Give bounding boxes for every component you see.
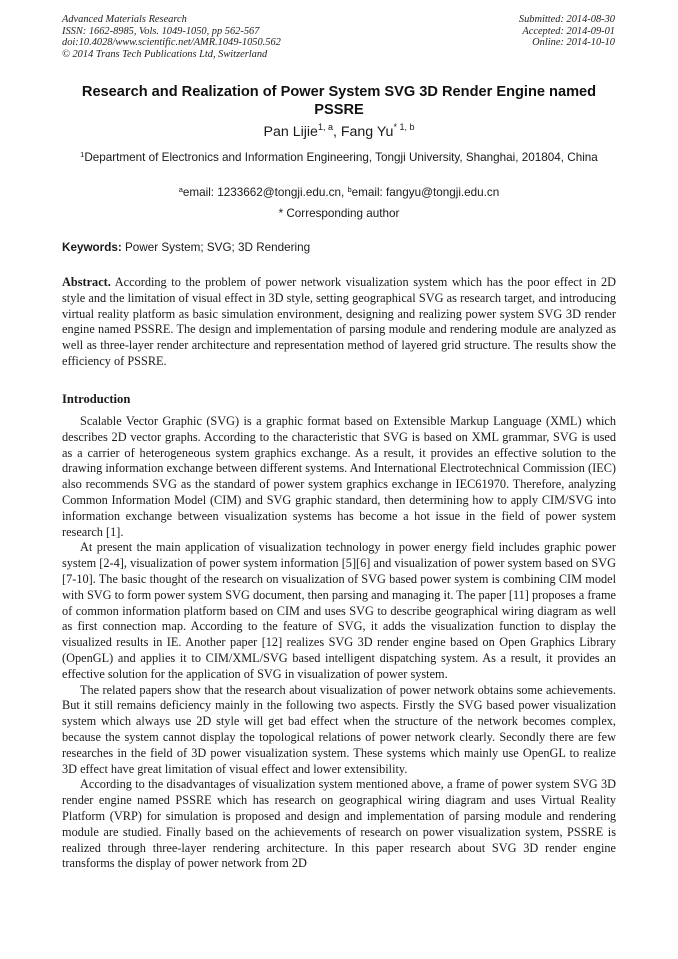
keywords-label: Keywords: xyxy=(62,241,122,254)
body-paragraph: Scalable Vector Graphic (SVG) is a graphic format based on Extensible Markup Language (XML) which describes 2D vector graphs. According to the characteristic that SVG is based on XML grammar, SVG is used as a carrier of heterogeneous system graphics exchange. As a result, it provides an effective solution to the drawing information exchange between different systems. And International Electrotechnical Commission (IEC) also recommends SVG as the standard of power system graphics exchange in IEC61970. Therefore, analyzing Common Information Model (CIM) and SVG graphic standard, then determining how to apply CIM/SVG into information exchange between visualization systems has become a hot issue in the field of power system research [1]. xyxy=(62,414,616,539)
accepted-date: Accepted: 2014-09-01 xyxy=(522,25,615,37)
email-b-mark: b xyxy=(347,185,352,194)
affiliation xyxy=(62,150,616,166)
author-2-name: Fang Yu xyxy=(340,124,394,140)
email-a-mark: a xyxy=(178,185,183,194)
abstract xyxy=(62,275,616,370)
corresponding-author-note: * Corresponding author xyxy=(278,207,400,220)
abstract-text: According to the problem of power network visualization system which has the poor effect in 2D style and the limitation of visual effect in 3D style, setting geographical SVG as research target, and introducing virtual reality platform as basic simulation environment, designing and realizing power system SVG 3D render engine named PSSRE. The design and implementation of parsing module and rendering module are analyzed as well as three-layer render architecture and representation method of layered grid structure. The results show the efficiency of PSSRE. xyxy=(62,275,616,368)
email-line xyxy=(62,185,616,201)
email-b[interactable]: email: fangyu@tongji.edu.cn xyxy=(351,186,500,199)
keywords xyxy=(62,240,616,256)
author-1-name: Pan Lijie xyxy=(263,124,318,140)
author-separator: , xyxy=(332,124,341,140)
paper-title: Research and Realization of Power System SVG 3D Render Engine named PSSRE xyxy=(81,84,597,118)
journal-name: Advanced Materials Research xyxy=(62,14,187,25)
introduction-body xyxy=(62,414,616,872)
section-heading-introduction: Introduction xyxy=(62,392,131,406)
author-2-affiliation-mark: * 1, b xyxy=(393,122,415,132)
copyright-line: © 2014 Trans Tech Publications Ltd, Switzerland xyxy=(62,48,268,60)
submitted-date: Submitted: 2014-08-30 xyxy=(518,14,615,25)
keywords-text: Power System; SVG; 3D Rendering xyxy=(121,241,311,254)
affiliation-mark: 1 xyxy=(80,150,85,159)
journal-header-left xyxy=(62,14,281,60)
body-paragraph: At present the main application of visualization technology in power energy field includes graphic power system [2-4], visualization of power system information [5][6] and visualization of power system based on SVG [7-10]. The basic thought of the research on visualization of SVG based power system is combining CIM model with SVG to form power system SVG document, then parsing and managing it. The paper [11] proposes a frame of common information platform based on CIM and uses SVG to describe geographical wiring diagram as well as first connection map. According to the feature of SVG, it adds the visualization function to display the visualized results in IE. Another paper [12] realizes SVG 3D render engine based on Open Graphics Library (OpenGL) and applies it to CIM/XML/SVG based intelligent dispatching system. As a result, it provides an effective solution for the application of SVG in visualization of power system. xyxy=(62,540,616,681)
author-1-affiliation-mark: 1, a xyxy=(317,122,333,132)
body-paragraph: According to the disadvantages of visualization system mentioned above, a frame of power system SVG 3D render engine named PSSRE which has research on geographical wiring diagram and uses Virtual Reality Platform (VRP) for simulation is proposed and design and implementation of parsing module and rendering module are studied. Finally based on the achievements of research on power visualization system, PSSRE is realized through three-layer rendering architecture. In this paper research about SVG 3D render engine transforms the display of power network from 2D xyxy=(62,777,616,871)
email-a[interactable]: email: 1233662@tongji.edu.cn, xyxy=(182,186,348,199)
affiliation-text: Department of Electronics and Information Engineering, Tongji University, Shanghai, 201804, China xyxy=(84,151,598,164)
body-paragraph: The related papers show that the research about visualization of power network obtains some achievements. But it still remains deficiency mainly in the following two aspects. Firstly the SVG based power visualization system which always use 2D style will get bad effect when the structure of the network becomes complex, because the system cannot display the topological relations of power network clearly. Secondly there are few researches in the field of 3D power visualization system. These systems which mainly use OpenGL to realize 3D effect have great limitation of visual effect and lower extensibility. xyxy=(62,682,616,776)
issn-line: ISSN: 1662-8985, Vols. 1049-1050, pp 562-567 xyxy=(62,25,260,37)
doi-line[interactable]: doi:10.4028/www.scientific.net/AMR.1049-1050.562 xyxy=(62,37,281,48)
journal-header-right xyxy=(519,14,615,49)
online-date: Online: 2014-10-10 xyxy=(532,37,615,48)
author-line xyxy=(62,123,616,141)
abstract-label: Abstract. xyxy=(62,275,111,289)
